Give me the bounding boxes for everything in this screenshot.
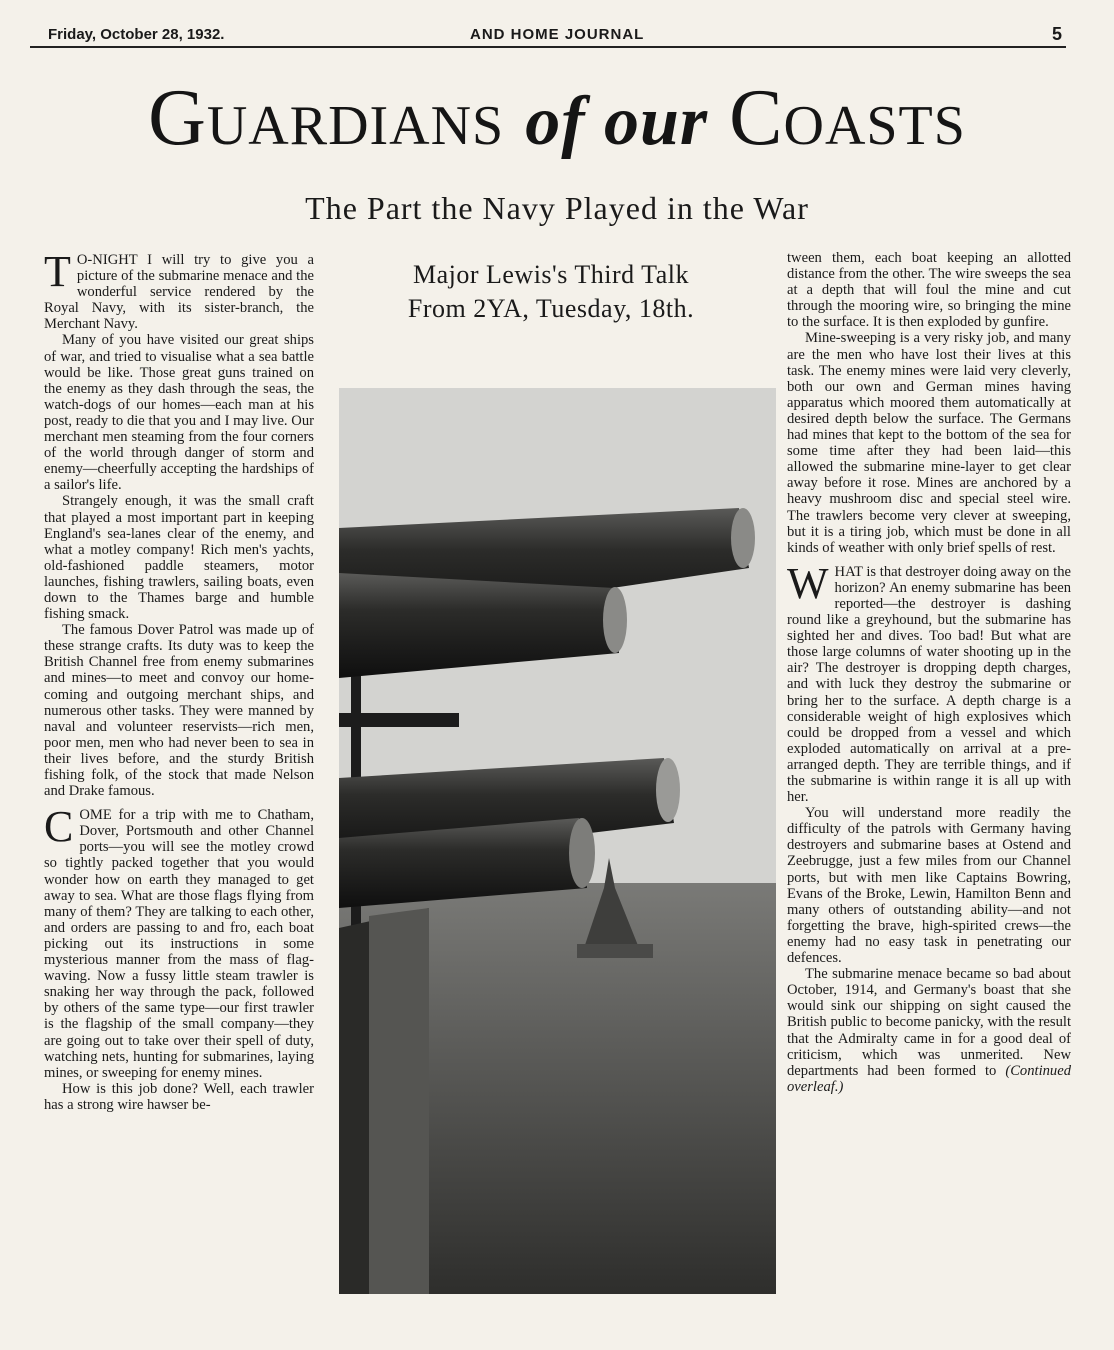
continued-note: (Continued overleaf.) <box>787 1062 1071 1095</box>
paragraph: COME for a trip with me to Chatham, Dover, Portsmouth and other Channel ports—you will see the motley crowd so tightly packed together that you would wonder how on earth they managed to get away to sea. What are those flags flying from many of them? They are talking to each other, and orders are passing to and fro, each boat picking out its instructions in some mysterious manner from the mass of flag-waving. Now a fussy little steam trawler is snaking her way through the pack, followed by others of the same type—our first trawler is the flagship of the small company—they are going out to take over their spell of duty, watching nets, hunting for submarines, laying mines, or sweeping for enemy mines. <box>44 802 314 1081</box>
page-header <box>30 24 1066 48</box>
paragraph: How is this job done? Well, each trawler has a strong wire hawser be- <box>44 1080 314 1113</box>
paragraph: Mine-sweeping is a very risky job, and many are the men who have lost their lives at this task. The enemy mines were laid very cleverly, both our own and German mines having apparatus which moored them automatically at desired depth below the surface. The Germans had mines that kept to the bottom of the sea for some time after they had been laid—this allowed the submarine mine-layer to get clear away before it rose. Mines are anchored by a heavy mushroom disc and special steel wire. The trawlers become very clever at sweeping, but it is a tiring job, which must be done in all kinds of weather with only brief spells of rest. <box>787 330 1071 556</box>
article-column-1 <box>44 247 314 1113</box>
paragraph: The submarine menace became so bad about October, 1914, and Germany's boast that she would sink our shipping on sight caused the British public to become panicky, with the result that the Admiralty came in for a good deal of criticism, which was unmerited. New departments had been formed to (Continued overleaf.) <box>787 966 1071 1095</box>
photo-illustration <box>339 388 776 1294</box>
drop-cap: C <box>44 802 74 852</box>
byline-line-1: Major Lewis's Third Talk <box>412 260 690 289</box>
paragraph: tween them, each boat keeping an allotted distance from the other. The wire sweeps the sea at a depth that will foul the mine and cut through the mooring wire, so bringing the mine to the surface. It is then exploded by gunfire. <box>787 250 1071 331</box>
paragraph: WHAT is that destroyer doing away on the horizon? An enemy submarine has been reported—the destroyer is dashing round like a greyhound, but the submarine has sighted her and dives. Too bad! But what are those large columns of water shooting up in the air? The destroyer is dropping depth charges, and with luck they destroy the submarine or bring her to the surface. A depth charge is a considerable weight of high explosives which could be dropped from a vessel and which exploded automatically on arrival at a pre-arranged depth. They are terrible things, and if the submarine is within range it is all up with her. <box>787 558 1071 806</box>
headline <box>0 74 1114 162</box>
drop-cap: T <box>44 247 71 296</box>
headline-word-coasts: Coasts <box>729 74 966 162</box>
paragraph: Strangely enough, it was the small craft that played a most important part in keeping England's sea-lanes clear of the enemy, and what a motley company! Rich men's yachts, old-fashioned paddle steamers, motor launches, fishing trawlers, sailing boats, even down to the Thames barge and humble fishing smack. <box>44 493 314 623</box>
issue-date: Friday, October 28, 1932. <box>48 26 225 43</box>
paragraph: The famous Dover Patrol was made up of these strange crafts. Its duty was to keep the British Channel free from enemy submarines and mines—to meet and convoy our home-coming and outgoing merchant ships, and numerous other tasks. They were manned by naval and volunteer reservists—rich men, poor men, men who had never been to sea in their lives before, and the sturdy British fishing folk, of the stock that made Nelson and Drake famous. <box>44 622 314 800</box>
headline-word-guardians: Guardians <box>148 74 505 162</box>
page-number: 5 <box>1051 24 1062 44</box>
paragraph: Many of you have visited our great ships of war, and tried to visualise what a sea battle would be like. Those great guns trained on the enemy as they dash through the seas, the watch-dogs of our homes—each man at his post, ready to die that you and I may live. Our merchant men steaming from the four corners of the world through danger of storm and enemy—cheerfully accepting the hardships of a sailor's life. <box>44 332 314 494</box>
subheadline: The Part the Navy Played in the War <box>305 190 809 226</box>
article-column-3 <box>787 250 1071 1095</box>
battleship-guns-photo <box>339 388 776 1294</box>
byline <box>330 258 772 326</box>
byline-line-2: From 2YA, Tuesday, 18th. <box>407 294 695 323</box>
headline-word-of-our: of our <box>525 83 709 160</box>
journal-name: AND HOME JOURNAL <box>470 26 645 43</box>
paragraph: T O-NIGHT I will try to give you a picture of the submarine menace and the wonderful service rendered by the Royal Navy, with its sister-branch, the Merchant Navy. <box>44 247 314 333</box>
paragraph: You will understand more readily the difficulty of the patrols with Germany having destroyers and submarine bases at Ostend and Zeebrugge, just a few miles from our Channel ports, but with men like Captains Bowring, Evans of the Broke, Lewin, Hamilton Benn and many others of outstanding ability—and not forgetting the brave, high-spirited crews—the enemy had no easy task in penetrating our defences. <box>787 805 1071 967</box>
drop-cap: W <box>787 558 829 608</box>
